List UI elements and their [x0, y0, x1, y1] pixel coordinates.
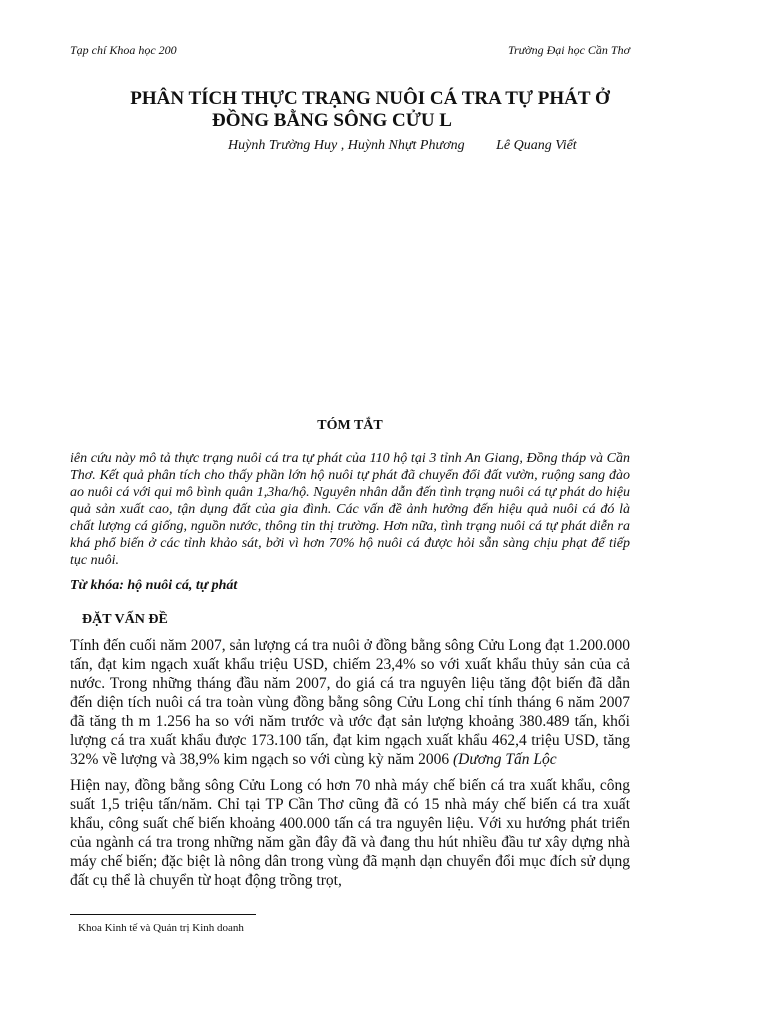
author-group-2: Lê Quang Viết — [496, 138, 577, 153]
body-paragraph-1 — [70, 636, 630, 769]
keywords: Từ khóa: hộ nuôi cá, tự phát — [70, 578, 238, 593]
abstract-heading: TÓM TẮT — [317, 418, 383, 433]
section-body — [70, 636, 630, 897]
abstract-text: iên cứu này mô tả thực trạng nuôi cá tra tự phát của 110 hộ tại 3 tỉnh An Giang, Đồng tháp và Cần Thơ. Kết quả phân tích cho thấy phần lớn hộ nuôi tự phát đã chuyển đổi đất vườn, ruộng sang đào ao nuôi cá với qui mô bình quân 1,3ha/hộ. Nguyên nhân dẫn đến tình trạng nuôi cá tự phát do hiệu quả sản xuất cao, tận dụng đất của gia đình. Các vấn đề ảnh hưởng đến hiệu quả nuôi cá đó là chất lượng cá giống, nguồn nước, thông tin thị trường. Hơn nữa, tình trạng nuôi cá tự phát diễn ra khá phổ biến ở các tỉnh khảo sát, bởi vì hơn 70% hộ nuôi cá được hỏi sẵn sàng chịu phạt để tiếp tục nuôi. — [70, 451, 630, 568]
journal-name: Tạp chí Khoa học 200 — [70, 43, 177, 57]
footnote-divider — [70, 914, 256, 915]
paper-title — [70, 88, 670, 132]
university-name: Trường Đại học Cần Thơ — [507, 43, 630, 57]
paragraph-1-text: Tính đến cuối năm 2007, sản lượng cá tra nuôi ở đồng bằng sông Cửu Long đạt 1.200.000 tấn, đạt kim ngạch xuất khẩu triệu USD, chiếm 23,4% so với xuất khẩu thủy sản của cả nước. Trong những tháng đầu năm 2007, do giá cá tra nguyên liệu tăng đột biến đã dẫn đến diện tích nuôi cá tra toàn vùng đồng bằng sông Cửu Long chỉ tính tháng 6 năm 2007 đã tăng th m 1.256 ha so với năm trước và ước đạt sản lượng khoảng 380.489 tấn, khối lượng cá tra xuất khẩu được 173.100 tấn, đạt kim ngạch xuất khẩu 462,4 triệu USD, tăng 32% về lượng và 38,9% kim ngạch so với cùng kỳ năm 2006 — [70, 637, 630, 768]
section-heading: ĐẶT VẤN ĐỀ — [82, 612, 168, 627]
title-line-1: PHÂN TÍCH THỰC TRẠNG NUÔI CÁ TRA TỰ PHÁT Ở — [130, 88, 610, 109]
footnote: Khoa Kinh tế và Quản trị Kinh doanh — [78, 922, 244, 934]
body-paragraph-2: Hiện nay, đồng bằng sông Cửu Long có hơn 70 nhà máy chế biến cá tra xuất khẩu, công suất 1,5 triệu tấn/năm. Chỉ tại TP Cần Thơ cũng đã có 15 nhà máy chế biến cá tra xuất khẩu, công suất chế biến khoảng 400.000 tấn cá tra nguyên liệu. Với xu hướng phát triển của ngành cá tra trong những năm gần đây đã và đang thu hút nhiều đầu tư xây dựng nhà máy chế biến; đặc biệt là nông dân trong vùng đã mạnh dạn chuyển đổi mục đích sử dụng đất cụ thể là chuyển từ hoạt động trồng trọt, — [70, 777, 630, 889]
title-line-2: ĐỒNG BẰNG SÔNG CỬU L — [212, 110, 452, 131]
citation: (Dương Tấn Lộc — [452, 751, 557, 768]
author-group-1: Huỳnh Trường Huy , Huỳnh Nhựt Phương — [228, 138, 465, 153]
authors — [228, 138, 577, 154]
abstract — [70, 450, 630, 569]
